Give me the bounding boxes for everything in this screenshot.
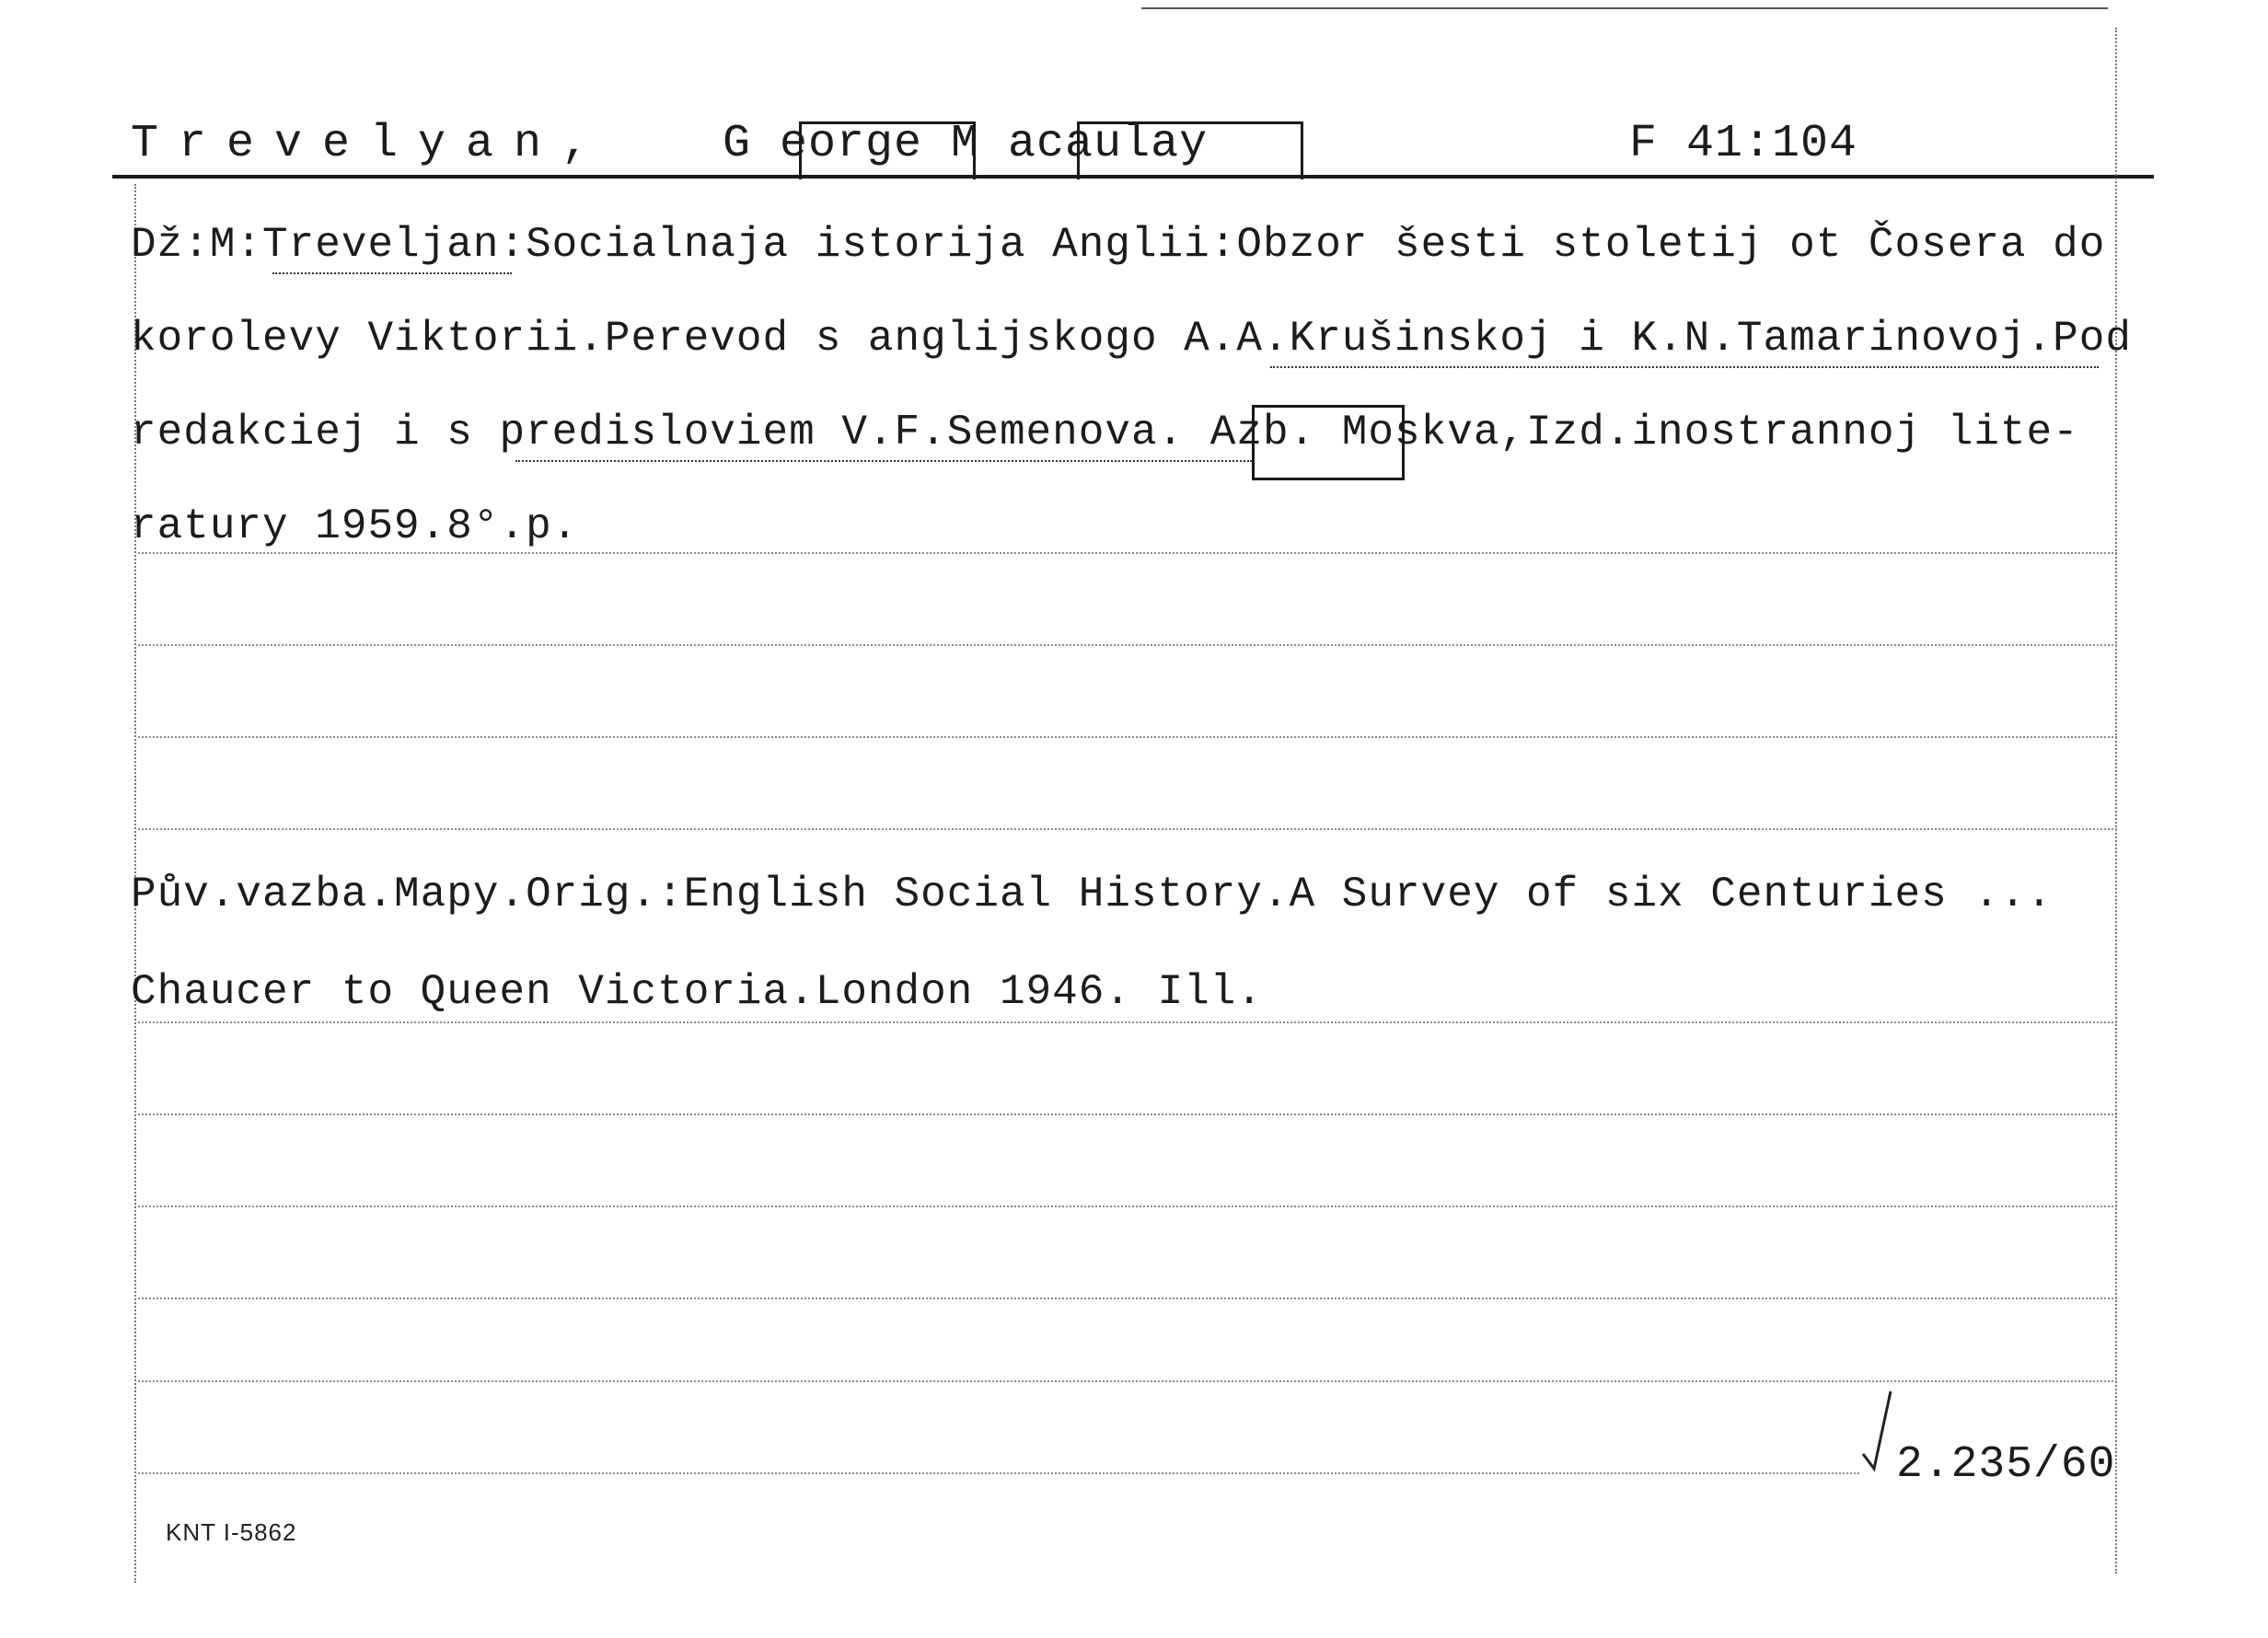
heading-given-names: G eorge M acaulay [723,118,1209,170]
bracket-eorge [799,121,976,179]
ruled-line [138,1113,2117,1115]
heading-rule [112,175,2154,179]
note-line-1: Pův.vazba.Mapy.Orig.:English Social History.A Survey of six Centuries ... [131,871,2054,918]
heading-surname: Trevelyan, [131,118,610,170]
right-margin-line [2115,28,2117,1574]
accession-number: 2.235/60 [1896,1440,2116,1490]
bracket-azb [1252,405,1405,480]
ruled-line [138,828,2117,830]
entry-line-2: korolevy Viktorii.Perevod s anglijskogo A.A.Krušinskoj i K.N.Tamarinovoj.Pod [131,315,2132,363]
bracket-acaulay [1077,121,1303,179]
ruled-line [138,1205,2117,1207]
ruled-line [138,552,2117,554]
ruled-line [138,1380,2117,1382]
ruled-line [138,1472,1859,1474]
ruled-line [138,1298,2117,1299]
entry-underline-1 [272,272,512,274]
entry-line-4: ratury 1959.8°.p. [131,502,579,550]
note-line-2: Chaucer to Queen Victoria.London 1946. Ill. [131,968,1263,1016]
top-edge-rule [1141,7,2108,9]
ruled-line [138,644,2117,646]
entry-underline-3 [515,460,1252,462]
form-code: KNT I-5862 [166,1518,297,1546]
shelfmark: F 41:104 [1629,118,1858,170]
entry-line-3: redakciej i s predisloviem V.F.Semenova. Azb. Moskva,Izd.inostrannoj lite- [131,409,2079,456]
entry-line-1: Dž:M:Treveljan:Socialnaja istorija Anglii:Obzor šesti stoletij ot Čosera do [131,221,2106,269]
entry-underline-2 [1270,366,2099,368]
ruled-line [138,1021,2117,1023]
ruled-line [138,736,2117,738]
check-mark-icon [1859,1390,1896,1472]
